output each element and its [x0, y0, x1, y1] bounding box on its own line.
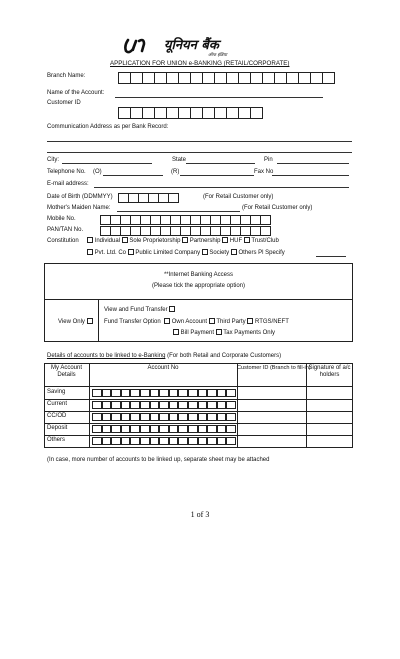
account-no-digit-box[interactable]	[226, 413, 236, 421]
account-no-digit-box[interactable]	[169, 437, 179, 445]
fund-option-label: Fund Transfer Option	[104, 319, 161, 325]
maiden-name-field[interactable]	[117, 211, 240, 212]
account-no-digit-box[interactable]	[217, 437, 227, 445]
checkbox-public-limited[interactable]	[128, 249, 134, 255]
maiden-name-label: Mother's Maiden Name:	[47, 205, 111, 211]
account-no-digit-box[interactable]	[159, 413, 169, 421]
branch-name-box[interactable]	[298, 72, 311, 84]
account-no-digit-box[interactable]	[178, 425, 188, 433]
access-vertical-divider	[98, 299, 99, 342]
account-no-digit-box[interactable]	[188, 413, 198, 421]
constitution-row-1	[87, 237, 279, 244]
accounts-caption-note: (For both Retail and Corporate Customers)	[167, 353, 282, 359]
telephone-residence-field[interactable]	[180, 175, 254, 176]
account-no-digit-box[interactable]	[226, 389, 236, 397]
account-no-digit-box[interactable]	[198, 401, 208, 409]
customer-id-label: Customer ID	[47, 100, 81, 106]
option-own-account: Own Account	[171, 319, 208, 325]
account-no-digit-box[interactable]	[121, 413, 131, 421]
branch-name-box[interactable]	[190, 72, 203, 84]
accounts-caption-text: Details of accounts to be linked to e-Banking	[47, 353, 166, 359]
fax-label: Fax No	[254, 169, 274, 175]
account-no-digit-box[interactable]	[121, 425, 131, 433]
account-no-digit-box[interactable]	[140, 413, 150, 421]
constitution-public-limited: Public Limited Company	[135, 250, 201, 256]
account-no-digit-box[interactable]	[140, 425, 150, 433]
account-no-digit-box[interactable]	[207, 389, 217, 397]
account-no-digit-box[interactable]	[207, 425, 217, 433]
table-row-label: Deposit	[47, 425, 68, 431]
account-no-digit-box[interactable]	[102, 413, 112, 421]
account-no-digit-box[interactable]	[188, 437, 198, 445]
branch-name-box[interactable]	[310, 72, 323, 84]
table-header-account-details	[44, 365, 89, 379]
table-row-divider	[44, 411, 353, 412]
access-divider	[44, 299, 353, 300]
account-no-digit-box[interactable]	[130, 401, 140, 409]
pan-box[interactable]	[260, 226, 271, 236]
account-no-digit-box[interactable]	[217, 401, 227, 409]
account-no-digit-box[interactable]	[102, 401, 112, 409]
checkbox-pvt-ltd[interactable]	[87, 249, 93, 255]
account-no-digit-box[interactable]	[121, 401, 131, 409]
account-no-digit-box[interactable]	[198, 437, 208, 445]
constitution-sole-proprietorship: Sole Proprietorship	[129, 238, 181, 244]
others-specify-field[interactable]	[316, 256, 346, 257]
table-row-divider	[44, 423, 353, 424]
account-no-digit-box[interactable]	[111, 389, 121, 397]
branch-name-box[interactable]	[226, 72, 239, 84]
customer-id-box[interactable]	[166, 107, 179, 119]
checkbox-view-fund[interactable]	[169, 306, 175, 312]
bank-hindi-name: यूनियन बैंक	[164, 38, 219, 53]
account-name-label: Name of the Account:	[47, 90, 105, 96]
account-no-digit-box[interactable]	[217, 425, 227, 433]
account-no-digit-box[interactable]	[102, 437, 112, 445]
account-no-digit-box[interactable]	[198, 389, 208, 397]
access-subheading: (Please tick the appropriate option)	[151, 283, 246, 289]
branch-name-box[interactable]	[154, 72, 167, 84]
customer-id-box[interactable]	[154, 107, 167, 119]
checkbox-third-party[interactable]	[209, 318, 215, 324]
account-no-digit-box[interactable]	[102, 425, 112, 433]
view-only-option	[58, 318, 93, 325]
comm-address-label: Communication Address as per Bank Record:	[47, 124, 169, 130]
account-no-digit-box[interactable]	[178, 401, 188, 409]
checkbox-rtgs-neft[interactable]	[247, 318, 253, 324]
checkbox-bill-payment[interactable]	[173, 329, 179, 335]
table-row-label: Current	[47, 401, 68, 407]
table-row-label: CC/OD	[47, 413, 67, 419]
option-third-party: Third Party	[216, 319, 246, 325]
state-field[interactable]	[186, 163, 255, 164]
telephone-office-field[interactable]	[103, 175, 163, 176]
account-no-digit-box[interactable]	[150, 401, 160, 409]
checkbox-huf[interactable]	[222, 237, 228, 243]
account-no-digit-box[interactable]	[226, 401, 236, 409]
constitution-society: Society	[209, 250, 230, 256]
table-row-label: Others	[47, 437, 66, 443]
address-line-2[interactable]	[47, 152, 352, 153]
union-bank-u-logo-icon	[122, 38, 150, 54]
checkbox-sole-proprietorship[interactable]	[122, 237, 128, 243]
account-no-digit-box[interactable]	[159, 401, 169, 409]
accounts-caption	[47, 353, 281, 359]
constitution-huf: HUF	[229, 238, 243, 244]
state-label: State	[172, 157, 187, 163]
checkbox-view-only[interactable]	[87, 318, 93, 324]
account-no-digit-box[interactable]	[198, 413, 208, 421]
option-bill-payment: Bill Payment	[180, 330, 215, 336]
account-no-digit-box[interactable]	[121, 389, 131, 397]
view-only-label: View Only	[58, 319, 85, 325]
account-no-digit-box[interactable]	[140, 437, 150, 445]
table-row-divider	[44, 399, 353, 400]
pan-label: PAN/TAN No.	[47, 227, 84, 233]
customer-id-box[interactable]	[130, 107, 143, 119]
checkbox-others[interactable]	[231, 249, 237, 255]
account-no-digit-box[interactable]	[92, 389, 102, 397]
dob-note: (For Retail Customer only)	[203, 194, 274, 200]
constitution-trust-club: Trust/Club	[251, 238, 279, 244]
pin-label: Pin	[264, 157, 273, 163]
checkbox-tax-payments[interactable]	[216, 329, 222, 335]
fax-field[interactable]	[272, 175, 349, 176]
account-no-digit-box[interactable]	[226, 425, 236, 433]
account-no-digit-box[interactable]	[92, 425, 102, 433]
branch-name-box[interactable]	[250, 72, 263, 84]
account-no-digit-box[interactable]	[111, 437, 121, 445]
account-no-digit-box[interactable]	[217, 413, 227, 421]
option-rtgs-neft: RTGS/NEFT	[255, 319, 289, 325]
branch-name-box[interactable]	[142, 72, 155, 84]
account-no-digit-box[interactable]	[111, 401, 121, 409]
account-no-digit-box[interactable]	[92, 401, 102, 409]
account-no-digit-box[interactable]	[111, 425, 121, 433]
fund-option-row-2	[173, 329, 275, 336]
customer-id-box[interactable]	[190, 107, 203, 119]
account-no-digit-box[interactable]	[188, 425, 198, 433]
table-row-label: Saving	[47, 389, 66, 395]
account-no-digit-box[interactable]	[92, 413, 102, 421]
pin-field[interactable]	[277, 163, 349, 164]
account-no-digit-box[interactable]	[150, 437, 160, 445]
account-no-digit-box[interactable]	[130, 389, 140, 397]
view-fund-label: View and Fund Transfer	[104, 307, 168, 313]
email-field[interactable]	[94, 187, 349, 188]
account-name-field[interactable]	[115, 97, 323, 98]
branch-name-box[interactable]	[262, 72, 275, 84]
option-tax-payments: Tax Payments Only	[223, 330, 275, 336]
email-label: E-mail address:	[47, 181, 89, 187]
branch-name-box[interactable]	[166, 72, 179, 84]
access-heading: **Internet Banking Access	[163, 272, 234, 278]
account-no-digit-box[interactable]	[188, 401, 198, 409]
table-header-account-no: Account No	[147, 365, 179, 371]
bank-hindi-subname: ऑफ इंडिया	[208, 53, 228, 58]
customer-id-box[interactable]	[202, 107, 215, 119]
branch-name-box[interactable]	[130, 72, 143, 84]
branch-name-box[interactable]	[286, 72, 299, 84]
account-no-digit-box[interactable]	[121, 437, 131, 445]
page-number: 1 of 3	[190, 510, 210, 519]
branch-name-box[interactable]	[274, 72, 287, 84]
account-no-digit-box[interactable]	[207, 413, 217, 421]
accounts-note: (In case, more number of accounts to be linked up, separate sheet may be attached	[47, 457, 270, 463]
account-no-digit-box[interactable]	[169, 401, 179, 409]
branch-name-box[interactable]	[118, 72, 131, 84]
constitution-label: Constitution	[47, 238, 79, 244]
table-header-divider	[44, 386, 353, 387]
account-no-digit-box[interactable]	[207, 401, 217, 409]
checkbox-individual[interactable]	[87, 237, 93, 243]
account-no-digit-box[interactable]	[169, 389, 179, 397]
account-no-digit-box[interactable]	[130, 425, 140, 433]
branch-name-box[interactable]	[214, 72, 227, 84]
customer-id-box[interactable]	[238, 107, 251, 119]
account-no-digit-box[interactable]	[217, 389, 227, 397]
customer-id-box[interactable]	[178, 107, 191, 119]
constitution-partnership: Partnership	[189, 238, 221, 244]
constitution-row-2	[87, 249, 285, 256]
table-row-divider	[44, 435, 353, 436]
customer-id-box[interactable]	[250, 107, 263, 119]
branch-name-box[interactable]	[238, 72, 251, 84]
constitution-others: Others Pl Specify	[238, 250, 285, 256]
account-no-digit-box[interactable]	[130, 437, 140, 445]
customer-id-box[interactable]	[226, 107, 239, 119]
account-no-digit-box[interactable]	[140, 389, 150, 397]
checkbox-society[interactable]	[202, 249, 208, 255]
account-no-digit-box[interactable]	[188, 389, 198, 397]
account-no-digit-box[interactable]	[111, 413, 121, 421]
account-no-digit-box[interactable]	[140, 401, 150, 409]
account-no-digit-box[interactable]	[102, 389, 112, 397]
form-title: APPLICATION FOR UNION e-BANKING (RETAIL/CORPORATE)	[110, 60, 290, 67]
checkbox-own-account[interactable]	[164, 318, 170, 324]
customer-id-box[interactable]	[214, 107, 227, 119]
bank-logo	[122, 38, 150, 54]
account-no-digit-box[interactable]	[207, 437, 217, 445]
checkbox-trust-club[interactable]	[244, 237, 250, 243]
account-no-digit-box[interactable]	[150, 413, 160, 421]
mobile-box[interactable]	[260, 215, 271, 225]
telephone-office-label: (O)	[93, 169, 102, 175]
branch-name-box[interactable]	[178, 72, 191, 84]
table-header-customer-id: Customer ID (Branch to fill-in)	[237, 365, 311, 371]
account-no-digit-box[interactable]	[198, 425, 208, 433]
account-no-digit-box[interactable]	[178, 437, 188, 445]
fund-option-row-1	[104, 318, 289, 325]
account-no-digit-box[interactable]	[178, 413, 188, 421]
maiden-name-note: (For Retail Customer only)	[242, 205, 313, 211]
branch-name-box[interactable]	[202, 72, 215, 84]
telephone-residence-label: (R)	[171, 169, 180, 175]
city-field[interactable]	[62, 163, 152, 164]
account-no-digit-box[interactable]	[226, 437, 236, 445]
account-no-digit-box[interactable]	[150, 425, 160, 433]
mobile-label: Mobile No.	[47, 216, 76, 222]
constitution-individual: Individual	[94, 238, 121, 244]
dob-label: Date of Birth (DDMMYY)	[47, 194, 113, 200]
account-no-digit-box[interactable]	[159, 389, 169, 397]
branch-name-box[interactable]	[322, 72, 335, 84]
customer-id-box[interactable]	[118, 107, 131, 119]
branch-name-label: Branch Name:	[47, 73, 86, 79]
telephone-label: Telephone No.	[47, 169, 86, 175]
customer-id-box[interactable]	[142, 107, 155, 119]
account-no-digit-box[interactable]	[169, 425, 179, 433]
constitution-pvt-ltd: Pvt. Ltd. Co	[94, 250, 127, 256]
account-no-digit-box[interactable]	[159, 425, 169, 433]
table-header-signature	[306, 365, 353, 379]
checkbox-partnership[interactable]	[182, 237, 188, 243]
view-fund-option	[104, 306, 175, 313]
account-no-digit-box[interactable]	[169, 413, 179, 421]
account-no-digit-box[interactable]	[159, 437, 169, 445]
dob-box[interactable]	[168, 193, 179, 203]
header-signature: Signature of a/c holders	[308, 365, 351, 378]
account-no-digit-box[interactable]	[92, 437, 102, 445]
address-line-1[interactable]	[47, 141, 352, 142]
city-label: City:	[47, 157, 59, 163]
header-my-account-details: My Account Details	[50, 365, 82, 378]
account-no-digit-box[interactable]	[150, 389, 160, 397]
account-no-digit-box[interactable]	[130, 413, 140, 421]
account-no-digit-box[interactable]	[178, 389, 188, 397]
